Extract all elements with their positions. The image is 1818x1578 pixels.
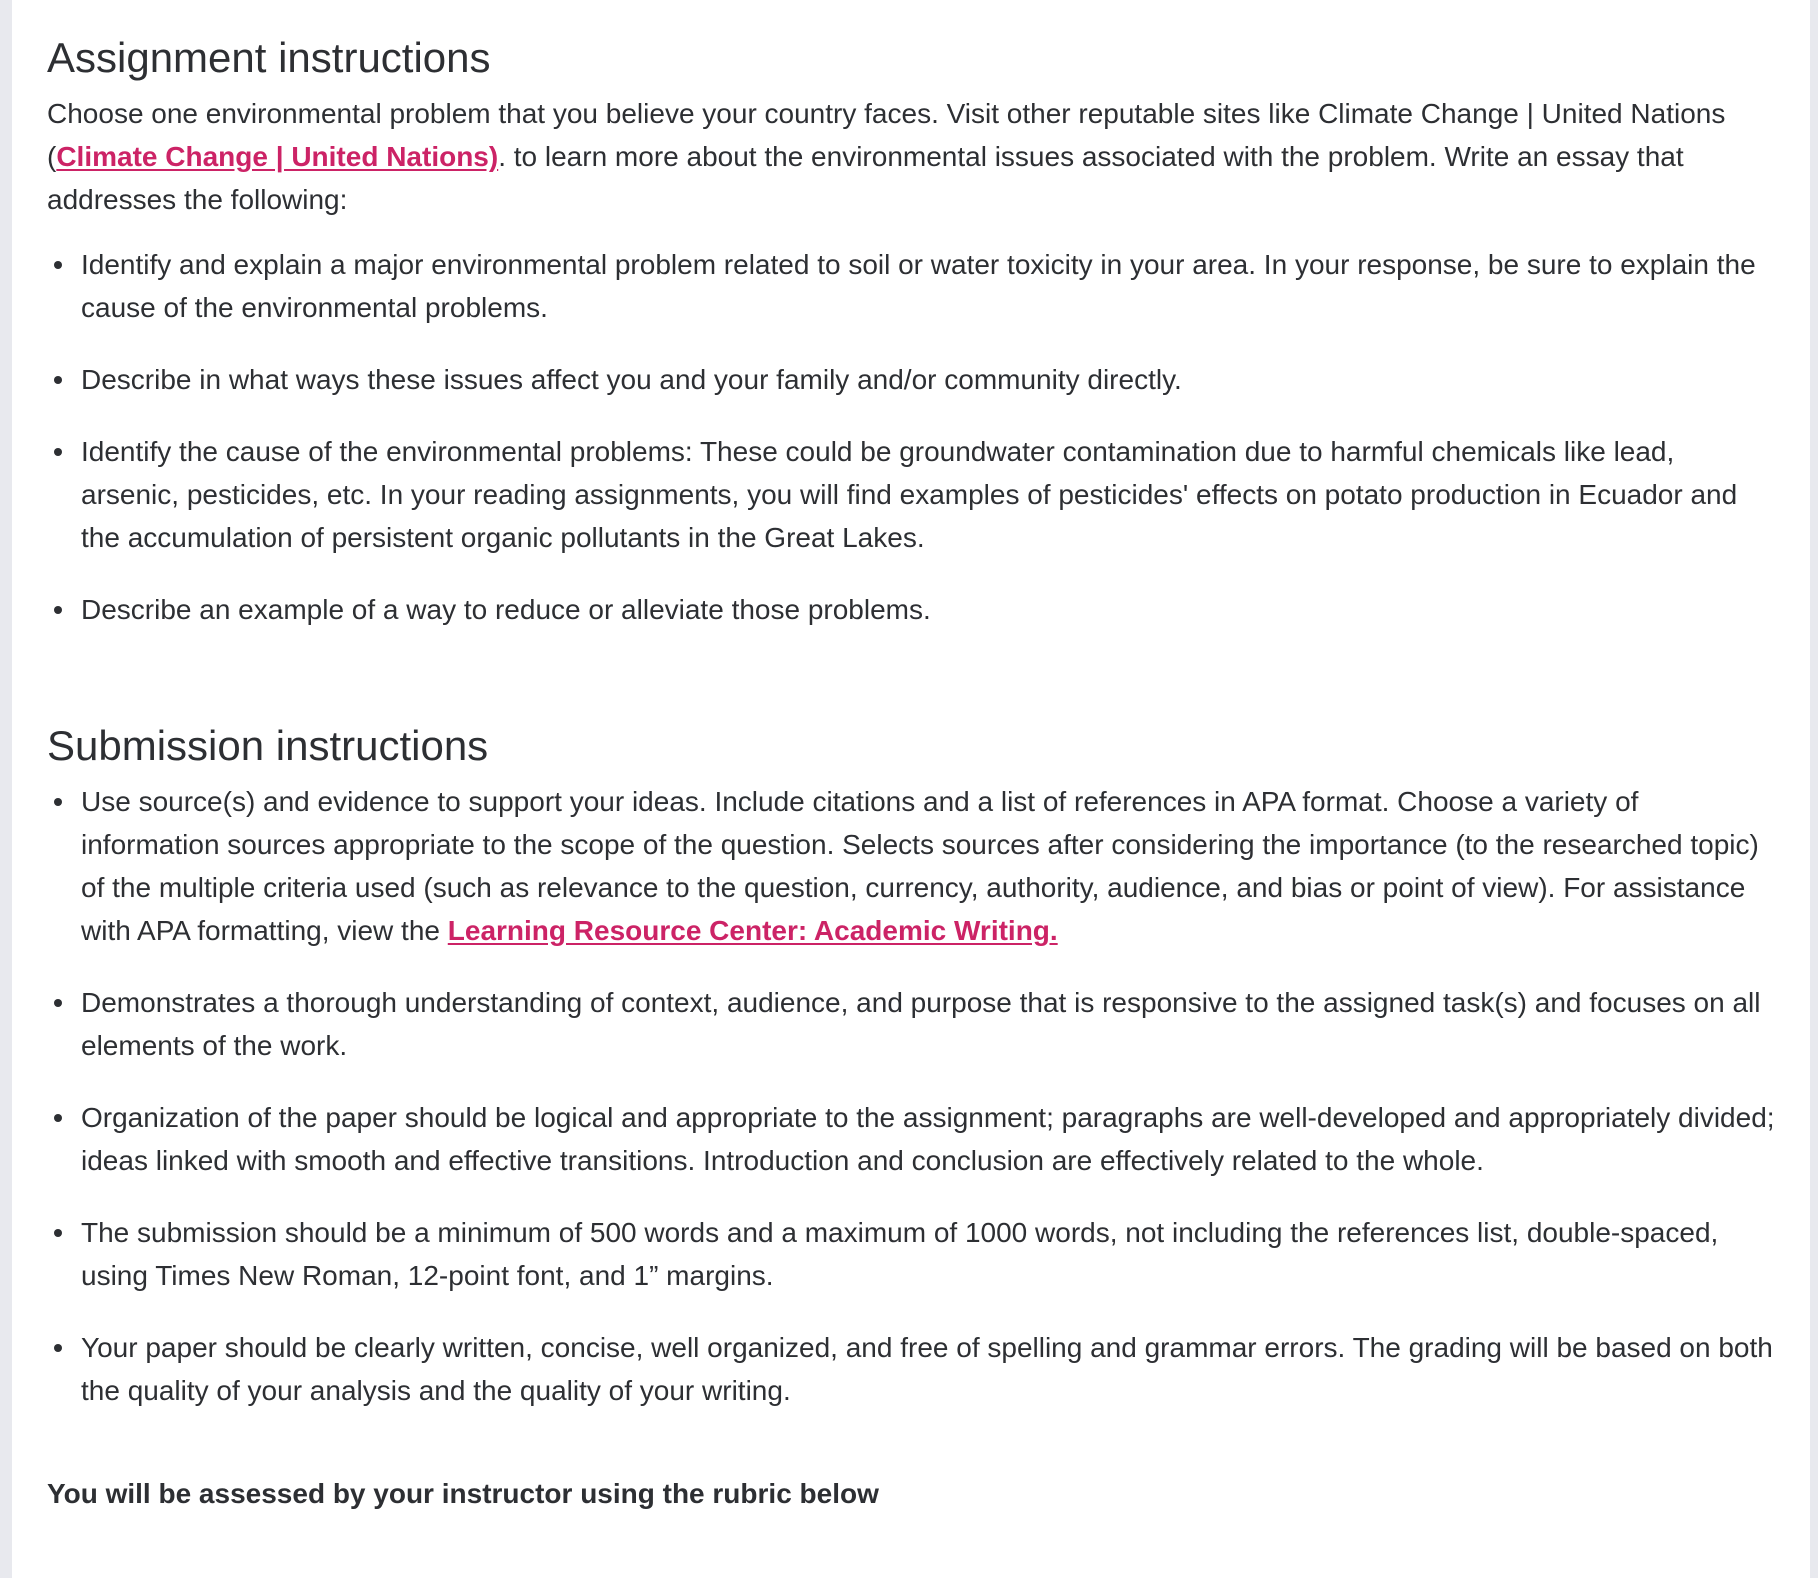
intro-text-end: . to learn more about the environmental issues associated with the problem. Write an essay that addresses the following: bbox=[47, 141, 1684, 215]
list-item: Describe an example of a way to reduce or alleviate those problems. bbox=[81, 588, 1776, 631]
intro-text-start: Choose one environmental problem that you believe your country faces. Visit other reputable sites like Climate Change | United Nations ( bbox=[47, 98, 1726, 172]
list-item-text: Use source(s) and evidence to support your ideas. Include citations and a list of references in APA format. Choose a variety of information sources appropriate to the scope of the question. Selects sources after considering the importance (to the researched topic) of the multiple criteria used (such as relevance to the question, currency, authority, audience, and bias or point of view). For assistance with APA formatting, view the bbox=[81, 786, 1759, 946]
instructions-panel bbox=[12, 0, 1810, 1578]
assignment-list bbox=[47, 243, 1776, 631]
list-item: Your paper should be clearly written, concise, well organized, and free of spelling and grammar errors. The grading will be based on both the quality of your analysis and the quality of your writing. bbox=[81, 1326, 1776, 1412]
submission-list bbox=[47, 780, 1776, 1412]
list-item bbox=[81, 780, 1776, 952]
list-item: Organization of the paper should be logical and appropriate to the assignment; paragraphs are well-developed and appropriately divided; ideas linked with smooth and effective transitions. Introduction and conclusion are effectively related to the whole. bbox=[81, 1096, 1776, 1182]
climate-change-un-link[interactable]: Climate Change | United Nations) bbox=[56, 141, 499, 172]
list-item: Identify the cause of the environmental problems: These could be groundwater contamination due to harmful chemicals like lead, arsenic, pesticides, etc. In your reading assignments, you will find examples of pesticides' effects on potato production in Ecuador and the accumulation of persistent organic pollutants in the Great Lakes. bbox=[81, 430, 1776, 559]
list-item: Demonstrates a thorough understanding of context, audience, and purpose that is responsive to the assigned task(s) and focuses on all elements of the work. bbox=[81, 981, 1776, 1067]
list-item: The submission should be a minimum of 500 words and a maximum of 1000 words, not including the references list, double-spaced, using Times New Roman, 12-point font, and 1” margins. bbox=[81, 1211, 1776, 1297]
assignment-intro bbox=[47, 92, 1776, 221]
learning-resource-center-link[interactable]: Learning Resource Center: Academic Writing. bbox=[447, 915, 1058, 946]
list-item: Identify and explain a major environmental problem related to soil or water toxicity in your area. In your response, be sure to explain the cause of the environmental problems. bbox=[81, 243, 1776, 329]
list-item: Describe in what ways these issues affect you and your family and/or community directly. bbox=[81, 358, 1776, 401]
submission-heading: Submission instructions bbox=[47, 722, 489, 769]
assignment-heading: Assignment instructions bbox=[47, 34, 491, 81]
rubric-note: You will be assessed by your instructor using the rubric below bbox=[47, 1478, 879, 1509]
section-spacer bbox=[47, 660, 1776, 718]
